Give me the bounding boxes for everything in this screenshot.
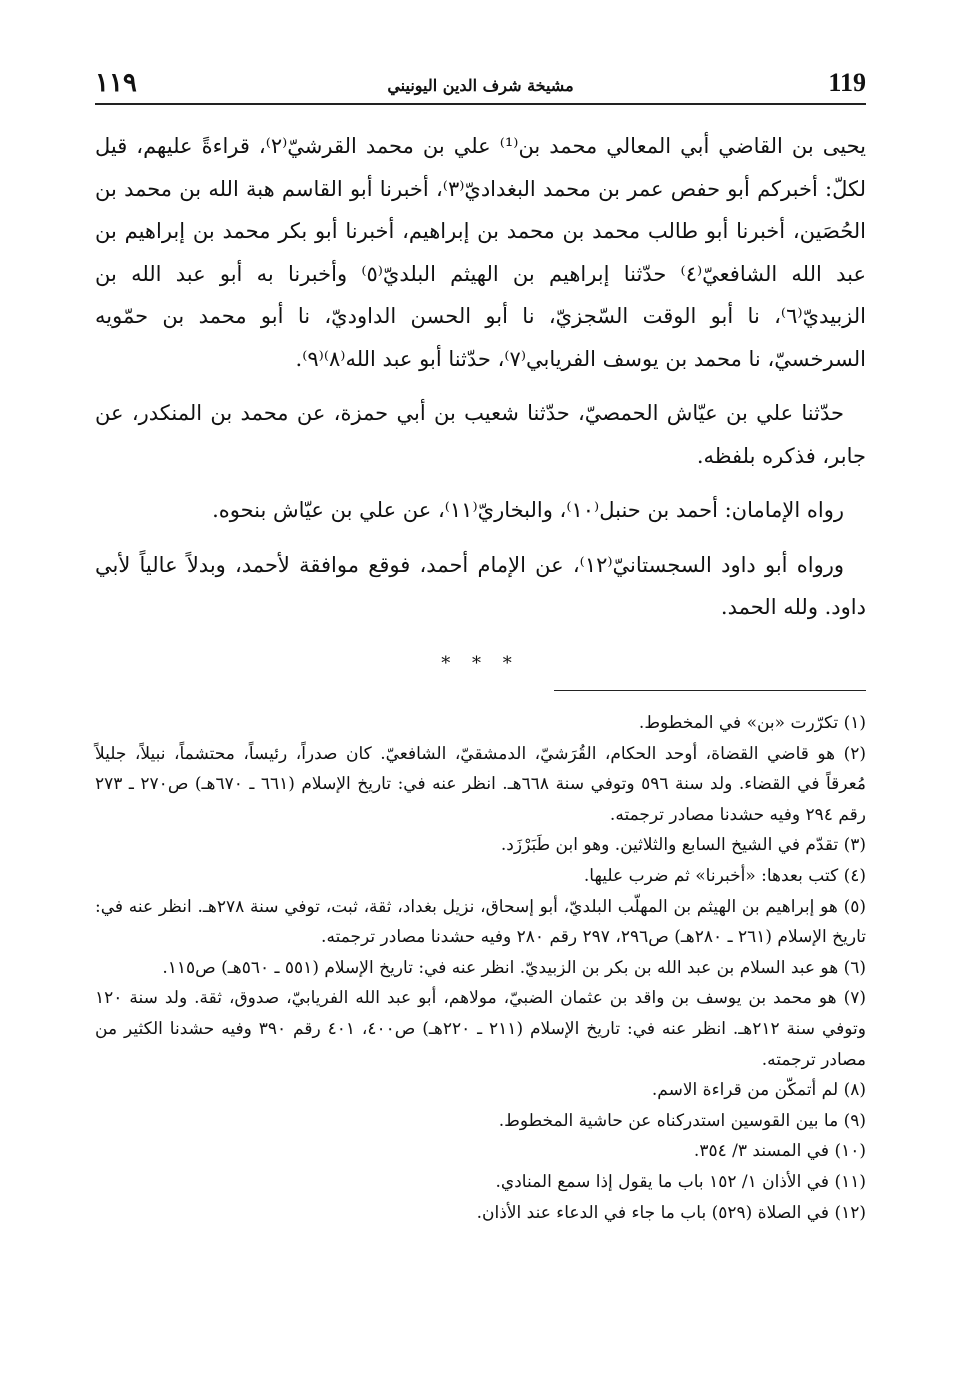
footnote-3: (٣) تقدّم في الشيخ السابع والثلاثين. وهو ابن طَبَرْزَد.	[500, 835, 866, 856]
page-number-latin: 119	[828, 68, 866, 97]
section-separator: * * *	[441, 652, 520, 674]
page-header	[95, 64, 866, 98]
footnote-4: (٤) كتب بعدها: «أخبرنا» ثم ضرب عليها.	[583, 865, 866, 886]
footnote-7: (٧) هو محمد بن يوسف بن واقد بن عثمان الضبيّ، مولاهم، أبو عبد الله الفريابيّ، صدوق، ثقة. ولد سنة ١٢٠ وتوفي سنة ٢١٢هـ. انظر عنه في: تاريخ الإسلام (٢١١ ـ ٢٢٠هـ) ص٤٠٠، ٤٠١ رقم ٣٩٠ وفيه حشدنا الكثير من مصادر ترجمته.	[95, 988, 866, 1070]
footnote-1: (١) تكرّرت «بن» في المخطوط.	[638, 713, 866, 733]
footnote-5: (٥) هو إبراهيم بن الهيثم بن المهلّب البلديّ، أبو إسحاق، نزيل بغداد، ثقة، ثبت، توفي سنة ٢٧٨هـ. انظر عنه في: تاريخ الإسلام (٢٦١ ـ ٢٨٠هـ) ص٢٩٦، ٢٩٧ رقم ٢٨٠ وفيه حشدنا مصادر ترجمته.	[95, 896, 866, 948]
paragraph-hadith: حدّثنا علي بن عيّاش الحمصيّ، حدّثنا شعيب بن أبي حمزة، عن محمد بن المنكدر، عن جابر، فذكره بلفظه.	[95, 401, 866, 468]
footnote-rule	[554, 690, 866, 691]
footnote-11: (١١) في الأذان ١/ ١٥٢ باب ما يقول إذا سمع المنادي.	[495, 1171, 866, 1192]
page-number-arabic: ١١٩	[95, 68, 137, 98]
paragraph-narrators: رواه الإمامان: أحمد بن حنبل⁽١٠⁾، والبخاريّ⁽١١⁾، عن علي بن عيّاش بنحوه.	[212, 498, 844, 522]
header-rule	[95, 103, 866, 105]
paragraph-isnad: يحيى بن القاضي أبي المعالي محمد بن⁽¹⁾ علي بن محمد القرشيّ⁽٢⁾، قراءةً عليهم، قيل لكلّ: أخبركم أبو حفص عمر بن محمد البغداديّ⁽٣⁾، أخبرنا أبو القاسم هبة الله بن محمد بن الحُصَين، أخبرنا أبو طالب محمد بن محمد بن إبراهيم، أخبرنا أبو بكر محمد بن إبراهيم بن عبد الله الشافعيّ⁽٤⁾ حدّثنا إبراهيم بن الهيثم البلديّ⁽٥⁾ وأخبرنا به أبو عبد الله بن الزبيديّ⁽٦⁾، نا أبو الوقت السّجزيّ، نا أبو الحسن الداوديّ، نا أبو محمد بن حمّويه السرخسيّ، نا محمد بن يوسف الفريابي⁽٧⁾، حدّثنا أبو عبد الله⁽٨⁾⁽٩⁾.	[95, 134, 866, 371]
main-text	[95, 125, 866, 685]
footnote-9: (٩) ما بين القوسين استدركناه عن حاشية المخطوط.	[498, 1110, 866, 1131]
footnote-12: (١٢) في الصلاة (٥٢٩) باب ما جاء في الدعاء عند الأذان.	[476, 1202, 866, 1223]
footnote-10: (١٠) في المسند ٣/ ٣٥٤.	[693, 1141, 866, 1162]
running-title: مشيخة شرف الدين اليونيني	[387, 76, 574, 95]
paragraph-abu-dawud: ورواه أبو داود السجستانيّ⁽١٢⁾، عن الإمام أحمد، فوقع موافقة لأحمد، وبدلاً عالياً لأبي داود. ولله الحمد.	[95, 552, 866, 619]
footnote-6: (٦) هو عبد السلام بن عبد الله بن بكر بن الزبيديّ. انظر عنه في: تاريخ الإسلام (٥٥١ ـ ٥٦٠هـ) ص١١٥.	[162, 957, 866, 978]
footnote-2: (٢) هو قاضي القضاة، أوحد الحكام، القُرَشيّ، الدمشقيّ، الشافعيّ. كان صدراً، رئيساً، محتشماً، نبيلاً، جليلاً مُعرقاً في القضاء. ولد سنة ٥٩٦ وتوفي سنة ٦٦٨هـ. انظر عنه في: تاريخ الإسلام (٦٦١ ـ ٦٧٠هـ) ص٢٧٠ ـ ٢٧٣ رقم ٢٩٤ وفيه حشدنا مصادر ترجمته.	[95, 743, 866, 825]
footnotes	[95, 708, 866, 1228]
footnote-8: (٨) لم أتمكّن من قراءة الاسم.	[651, 1080, 866, 1101]
